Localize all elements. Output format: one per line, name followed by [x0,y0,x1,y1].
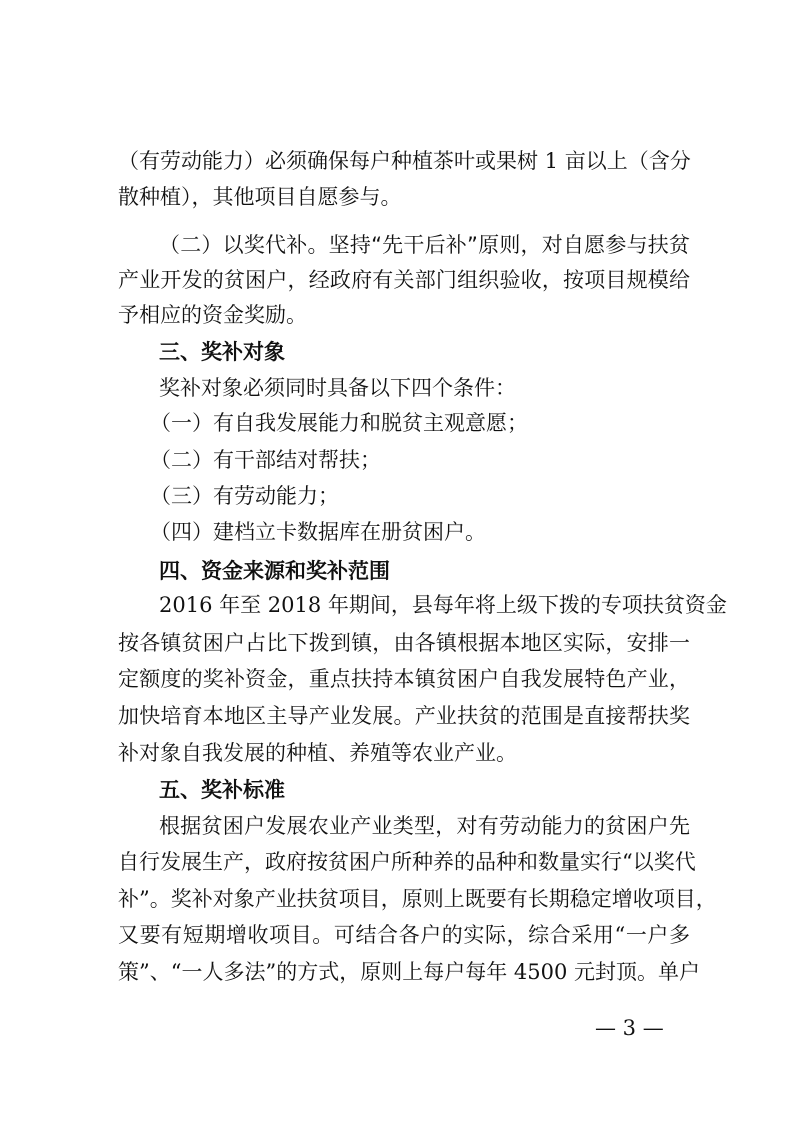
text-line: 加快培育本地区主导产业发展。产业扶贫的范围是直接帮扶奖 [118,704,690,728]
text-line: 根据贫困户发展农业产业类型，对有劳动能力的贫困户先 [159,814,690,838]
text-line: 自行发展生产，政府按贫困户所种养的品种和数量实行“以奖代 [118,850,696,874]
text-line: 补”。奖补对象产业扶贫项目，原则上既要有长期稳定增收项目， [118,887,717,911]
text-line: 按各镇贫困户占比下拨到镇，由各镇根据本地区实际，安排一 [118,631,690,655]
list-item: （四）建档立卡数据库在册贫困户。 [150,520,486,544]
list-item: （三）有劳动能力； [150,484,339,508]
text-line: （有劳动能力）必须确保每户种植茶叶或果树 1 亩以上（含分 [118,149,691,173]
text-line: 产业开发的贫困户，经政府有关部门组织验收，按项目规模给 [118,268,690,292]
section-heading: 三、奖补对象 [159,340,285,364]
text-line: 予相应的资金奖励。 [118,303,307,327]
subheading-paragraph-line: （二）以奖代补。坚持“先干后补”原则，对自愿参与扶贫 [159,233,690,257]
text-line: 策”、“一人多法”的方式，原则上每户每年 4500 元封顶。单户 [118,960,700,984]
text-line: 定额度的奖补资金，重点扶持本镇贫困户自我发展特色产业， [118,667,690,691]
text-line: 补对象自我发展的种植、养殖等农业产业。 [118,741,517,765]
list-item: （二）有干部结对帮扶； [150,448,381,472]
text-line: 又要有短期增收项目。可结合各户的实际，综合采用“一户多 [118,923,690,947]
list-item: （一）有自我发展能力和脱贫主观意愿； [150,411,528,435]
text-line: 奖补对象必须同时具备以下四个条件： [159,376,516,400]
text-line: 2016 年至 2018 年期间，县每年将上级下拨的专项扶贫资金 [159,593,727,617]
section-heading: 五、奖补标准 [159,778,285,802]
section-heading: 四、资金来源和奖补范围 [159,559,390,583]
text-line: 散种植），其他项目自愿参与。 [118,185,402,209]
page-number: — 3 — [595,1016,664,1040]
